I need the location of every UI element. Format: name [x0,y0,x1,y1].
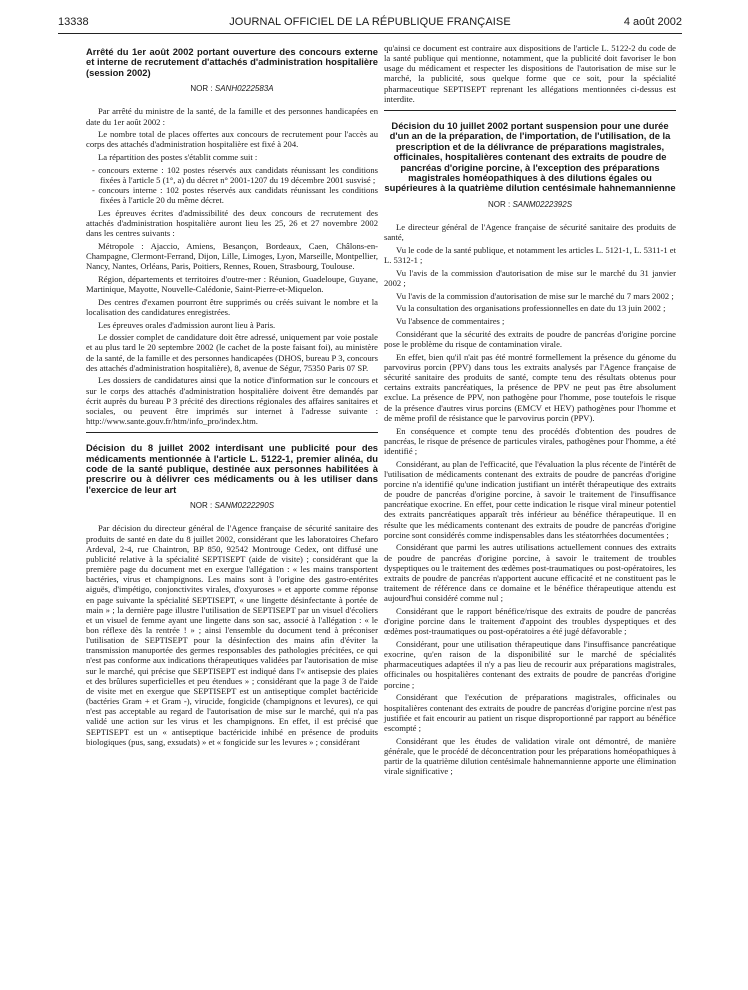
paragraph: Considérant que la sécurité des extraits de poudre de pancréas d'origine porcine pose le problème du risque de contamination virale. [384,328,676,350]
article-decision-pancreas [384,121,676,776]
paragraph: Le nombre total de places offertes aux concours de recrutement pour l'accès au corps des attachés d'administration hospitalière est fixé à 204. [86,129,378,150]
issue-date: 4 août 2002 [623,16,682,28]
paragraph: Le directeur général de l'Agence française de sécurité sanitaire des produits de santé, [384,221,676,243]
paragraph: Considérant, pour une utilisation thérapeutique dans l'insuffisance pancréatique exocrine, qu'en raison de la disponibilité sur le marché de spécialités pharmaceutiques adaptées il n'y a pas lieu de recourir aux préparations magistrales, officinales ou hospitalières contenant des extraits de poudre de pancréas d'origine porcine ; [384,639,676,690]
paragraph: En effet, bien qu'il n'ait pas été montré formellement la présence du génome du parvovirus porcin (PPV) dans tous les extraits analysés par l'Agence française de sécurité sanitaire des produits de santé, compte tenu des résultats obtenus pour certains extraits pancréatiques, la présence de PPV ne peut pas être absolument exclue. La présence de PPV, non pathogène pour l'homme, pose toutefois le risque de la présence d'autres virus porcins (EMCV et HEV) pathogènes pour l'homme et de même profil de résistance que le parvovirus porcin (PPV). [384,351,676,423]
article-title: Décision du 8 juillet 2002 interdisant une publicité pour des médicaments mentionnée à l'article L. 5122-1, premier alinéa, du code de la santé publique, destinée aux personnes habilitées à prescrire ou à délivrer ces médicaments ou à les utiliser dans l'exercice de leur art [86,442,378,495]
nor-reference [384,200,676,210]
paragraph: Métropole : Ajaccio, Amiens, Besançon, Bordeaux, Caen, Châlons-en-Champagne, Clermont-Ferrand, Dijon, Lille, Limoges, Lyon, Marseille, Montpellier, Nancy, Nantes, Orléans, Paris, Poitiers, Rennes, Rouen, Strasbourg, Toulouse. [86,240,378,271]
paragraph: Vu l'absence de commentaires ; [396,316,505,327]
list-item: - concours externe : 102 postes réservés aux candidats réunissant les conditions fixées à l'article 5 (1°, a) du décret n° 2001-1207 du 19 décembre 2001 susvisé ; [92,164,378,186]
nor-reference [86,84,378,94]
nor-reference [86,501,378,511]
paragraph: Les épreuves écrites d'admissibilité des deux concours de recrutement des attachés d'administration hospitalière auront lieu les 25, 26 et 27 novembre 2002 dans les centres suivants : [86,207,378,238]
left-column [86,43,378,749]
header-rule [58,33,682,34]
article-arrete-concours [86,47,378,426]
nor-label: NOR : [189,501,213,511]
article-separator [86,432,378,433]
paragraph: Par arrêté du ministre de la santé, de la famille et des personnes handicapées en date du 1er août 2002 : [86,106,378,127]
nor-code: SANM0222392S [512,199,573,209]
paragraph: Des centres d'examen pourront être supprimés ou créés suivant le nombre et la localisation des candidatures enregistrées. [86,296,378,317]
article-decision-publicite [86,443,378,747]
paragraph: Les dossiers de candidatures ainsi que la notice d'information sur le concours et sur le corps des attachés d'administration hospitalière doivent être demandés par écrit auprès du bureau P 3 précité des directions régionales des affaires sanitaires et sociales, ou peuvent être imprimés sur internet à l'adresse suivante : http://www.sante.gouv.fr/htm/info_pro/index.htm. [86,375,378,427]
article-title: Décision du 10 juillet 2002 portant suspension pour une durée d'un an de la préparation, de l'importation, de l'utilisation, de la prescription et de la délivrance de préparations magistrales, officinales, hospitalières contenant des extraits de poudre de pancréas d'origine porcine, à l'exception des préparations magistrales homéopathiques à des dilutions égales ou supérieures à la quatrième dilution centésimale hahnemannienne [384,119,676,194]
paragraph: Par décision du directeur général de l'Agence française de sécurité sanitaire des produits de santé en date du 8 juillet 2002, considérant que les laboratoires Chefaro Ardeval, 2-4, rue Chaintron, BP 850, 92542 Montrouge Cedex, ont diffusé une publicité relative à la spécialité SEPTISEPT (aide de visite) ; considérant que la première page du document met en exergue l'allégation : « les mains transportent bactéries, virus et champignons. Les mains sont à l'origine des gastro-entérites aiguës, d'impétigo, conjonctivites virales, d'oxyuroses » et apporte comme réponse en page suivante la spécialité SEPTISEPT, « une lingette désinfectante à portée de main » ; la dernière page illustre l'utilisation de SEPTISEPT par un visuel d'écoliers et un visuel de femme ayant une lingette dans son sac, associé à l'allégation : « le bon réflexe dès la rentrée ! » ; ainsi l'ensemble du document tend à préconiser l'utilisation de SEPTISEPT pour la désinfection des mains afin d'éviter la transmission manuportée des germes responsables des pathologies précitées, ce qui n'est pas conforme aux indications thérapeutiques validées par l'autorisation de mise sur le marché, qui précise que SEPTISEPT est indiqué dans l'« antisepsie des plaies et des brûlures superficielles et peu étendues » ; considérant que la page 3 de l'aide de visite met en exergue que SEPTISEPT est un antiseptique complet bactéricide (bactéries Gram + et Gram -), virucide, fongicide (champignons et levures), ce qui n'est pas acceptable au regard de l'autorisation de mise sur le marché, qui n'a pas validé une action sur les virus et les champignons. En effet, il est précisé que SEPTISEPT est un « antiseptique bactéricide inhibé en présence de produits biologiques (pus, sang, exsudats) » et « fongicide sur les levures » ; considérant [86,523,378,747]
nor-label: NOR : [190,84,213,94]
page-header [58,16,682,30]
paragraph: En conséquence et compte tenu des procédés d'obtention des poudres de pancréas, le risque de présence de particules virales, pathogènes pour l'homme, a été identifié ; [384,425,676,456]
right-column [384,43,676,779]
article-separator [384,110,676,111]
paragraph: Vu l'avis de la commission d'autorisation de mise sur le marché du 7 mars 2002 ; [396,290,674,301]
paragraph: La répartition des postes s'établit comme suit : [98,152,258,163]
paragraph: Considérant que le rapport bénéfice/risque des extraits de poudre de pancréas d'origine porcine dans le traitement d'appoint des troubles dyspeptiques et des œdèmes post-traumatiques ou post-opératoires a été jugé défavorable ; [384,605,676,637]
paragraph: Considérant que parmi les autres utilisations actuellement connues des extraits de poudre de pancréas d'origine porcine, à savoir le traitement de troubles dyspeptiques ou le traitement des œdèmes post-traumatiques ou post-opératoires, les extraits de poudre de pancréas n'apportent aucune efficacité et ne constituent pas le traitement de référence dans ce domaine et le bénéfice thérapeutique attendu est aujourd'hui considéré comme nul ; [384,542,676,604]
paragraph: Considérant, au plan de l'efficacité, que l'évaluation la plus récente de l'intérêt de l'utilisation de médicaments contenant des extraits de poudre de pancréas d'origine porcine n'a identifié qu'une indication justifiant un intérêt thérapeutique des extraits de poudre de pancréas d'origine porcine, à savoir le traitement de l'insuffisance pancréatique exocrine. En effet, pour cette indication le risque viral mineur potentiel des extraits pancréatiques apparaît très inférieur au bénéfice thérapeutique. Il en résulte que les médicaments contenant des extraits de poudre de pancréas d'origine porcine sont considérés comme indispensables dans les stéatorrhées documentées ; [384,458,676,540]
paragraph: Vu l'avis de la commission d'autorisation de mise sur le marché du 31 janvier 2002 ; [384,267,676,288]
page-number: 13338 [58,16,89,28]
paragraph: Considérant que l'exécution de préparations magistrales, officinales ou hospitalières contenant des extraits de poudre de pancréas d'origine porcine n'est pas justifiée et fait encourir au patient un risque disproportionné par rapport au bénéfice escompté ; [384,692,676,733]
paragraph: Région, départements et territoires d'outre-mer : Réunion, Guadeloupe, Guyane, Martinique, Mayotte, Nouvelle-Calédonie, Saint-Pierre-et-Miquelon. [86,273,378,294]
list [86,165,378,206]
paragraph-continued: qu'ainsi ce document est contraire aux dispositions de l'article L. 5122-2 du code de la santé publique qui mentionne, notamment, que la publicité doit favoriser le bon usage du médicament et respecter les dispositions de l'autorisation de mise sur le marché, la publicité, sous quelque forme que ce soit, pour la spécialité pharmaceutique SEPTISEPT reprenant les allégations mentionnées ci-dessus est interdite. [384,43,676,104]
nor-code: SANH0222583A [214,84,274,94]
paragraph: Considérant que les études de validation virale ont démontré, de manière générale, que le procédé de déconcentration pour les préparations homéopathiques à partir de la quatrième dilution centésimale hahnemannienne apporte une élimination virale significative ; [384,735,676,777]
journal-title: JOURNAL OFFICIEL DE LA RÉPUBLIQUE FRANÇAISE [229,16,511,28]
paragraph: Vu le code de la santé publique, et notamment les articles L. 5121-1, L. 5311-1 et L. 5312-1 ; [384,244,676,265]
list-item: - concours interne : 102 postes réservés aux candidats réunissant les conditions fixées à l'article 20 du même décret. [92,185,378,206]
nor-code: SANM0222290S [214,501,275,511]
paragraph: Vu la consultation des organisations professionnelles en date du 13 juin 2002 ; [396,303,666,314]
nor-label: NOR : [487,199,511,209]
paragraph: Les épreuves orales d'admission auront lieu à Paris. [98,319,276,330]
paragraph: Le dossier complet de candidature doit être adressé, uniquement par voie postale et au plus tard le 20 septembre 2002 (le cachet de la poste faisant foi), au ministère de la santé, de la famille et des personnes handicapées (DHOS, bureau P 3, concours des attachés d'administration hospitalière), 8, avenue de Ségur, 75350 Paris 07 SP. [86,332,378,373]
article-title: Arrêté du 1er août 2002 portant ouverture des concours externe et interne de recrutement d'attachés d'administration hospitalière (session 2002) [86,46,378,78]
